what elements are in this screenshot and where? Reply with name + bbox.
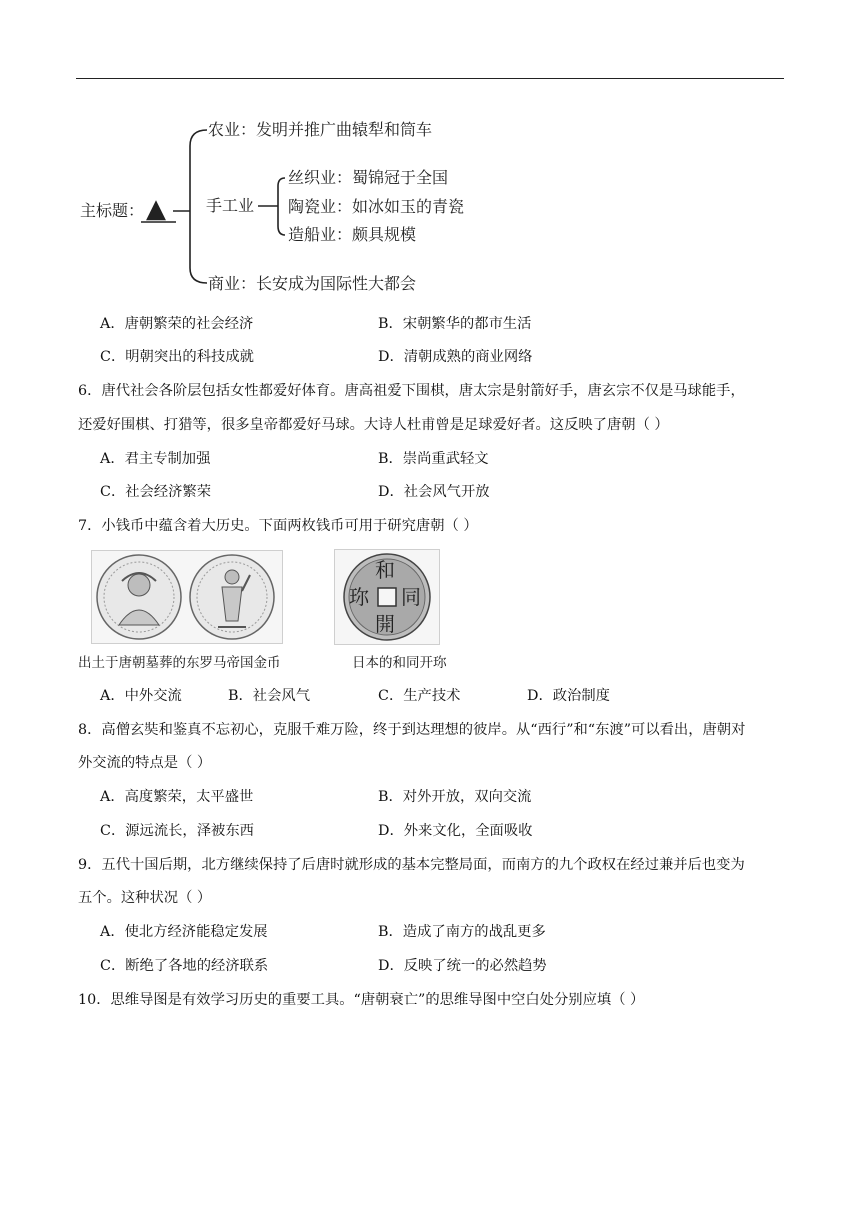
q6-option-a: A．君主专制加强 bbox=[100, 451, 211, 467]
q9-option-d: D．反映了统一的必然趋势 bbox=[378, 958, 547, 974]
q5-option-b: B．宋朝繁华的都市生活 bbox=[378, 316, 532, 332]
q6-line1: 6．唐代社会各阶层包括女性都爱好体育。唐高祖爱下围棋，唐太宗是射箭好手，唐玄宗不仅是马球能手， bbox=[78, 383, 745, 399]
caption-byzantine-coin: 出土于唐朝墓葬的东罗马帝国金币 bbox=[78, 655, 281, 671]
caption-japanese-coin: 日本的和同开珎 bbox=[352, 655, 447, 671]
q5-option-d: D．清朝成熟的商业网络 bbox=[378, 349, 533, 365]
mindmap-agriculture: 农业：发明并推广曲辕犁和筒车 bbox=[208, 120, 433, 139]
coin-char-bottom: 開 bbox=[375, 612, 395, 636]
coin-char-top: 和 bbox=[375, 558, 395, 582]
mindmap-shipbuilding: 造船业：颇具规模 bbox=[288, 225, 417, 244]
q7-line1: 7．小钱币中蕴含着大历史。下面两枚钱币可用于研究唐朝（ ） bbox=[78, 518, 478, 534]
mindmap-triangle: ▲ bbox=[146, 194, 166, 224]
mindmap-brackets bbox=[0, 0, 860, 310]
q7-option-a: A．中外交流 bbox=[100, 688, 182, 704]
q7-option-d: D．政治制度 bbox=[527, 688, 610, 704]
japanese-coin-image bbox=[334, 549, 440, 645]
mindmap-silk: 丝织业：蜀锦冠于全国 bbox=[288, 168, 449, 187]
mindmap-handicraft: 手工业 bbox=[206, 196, 255, 215]
q9-line2: 五个。这种状况（ ） bbox=[78, 890, 212, 906]
q8-option-c: C．源远流长，泽被东西 bbox=[100, 823, 254, 839]
mindmap-commerce: 商业：长安成为国际性大都会 bbox=[208, 274, 417, 293]
q6-option-c: C．社会经济繁荣 bbox=[100, 484, 212, 500]
q8-option-b: B．对外开放，双向交流 bbox=[378, 789, 532, 805]
q9-line1: 9．五代十国后期，北方继续保持了后唐时就形成的基本完整局面，而南方的九个政权在经过兼并后也变为 bbox=[78, 857, 745, 873]
q6-option-d: D．社会风气开放 bbox=[378, 484, 490, 500]
q10-line1: 10．思维导图是有效学习历史的重要工具。“唐朝衰亡”的思维导图中空白处分别应填（ ） bbox=[78, 992, 645, 1008]
mindmap-porcelain: 陶瓷业：如冰如玉的青瓷 bbox=[288, 197, 465, 216]
q6-line2: 还爱好围棋、打猎等，很多皇帝都爱好马球。大诗人杜甫曾是足球爱好者。这反映了唐朝（ ） bbox=[78, 417, 669, 433]
coin-char-left: 珎 bbox=[349, 585, 369, 609]
byzantine-coins-drawing bbox=[92, 551, 282, 643]
q9-option-b: B．造成了南方的战乱更多 bbox=[378, 924, 546, 940]
q5-option-c: C．明朝突出的科技成就 bbox=[100, 349, 254, 365]
q6-option-b: B．崇尚重武轻文 bbox=[378, 451, 489, 467]
q7-option-c: C．生产技术 bbox=[378, 688, 461, 704]
coin-char-right: 同 bbox=[401, 585, 421, 609]
q9-option-a: A．使北方经济能稳定发展 bbox=[100, 924, 268, 940]
q8-line2: 外交流的特点是（ ） bbox=[78, 755, 212, 771]
mindmap-main-label: 主标题： bbox=[80, 201, 145, 220]
q8-line1: 8．高僧玄奘和鉴真不忘初心，克服千难万险，终于到达理想的彼岸。从“西行”和“东渡”可以看出，唐朝对 bbox=[78, 722, 746, 738]
q8-option-a: A．高度繁荣，太平盛世 bbox=[100, 789, 254, 805]
q7-option-b: B．社会风气 bbox=[228, 688, 310, 704]
q8-option-d: D．外来文化，全面吸收 bbox=[378, 823, 533, 839]
q9-option-c: C．断绝了各地的经济联系 bbox=[100, 958, 269, 974]
byzantine-coins-image bbox=[91, 550, 283, 644]
q5-option-a: A．唐朝繁荣的社会经济 bbox=[100, 316, 254, 332]
